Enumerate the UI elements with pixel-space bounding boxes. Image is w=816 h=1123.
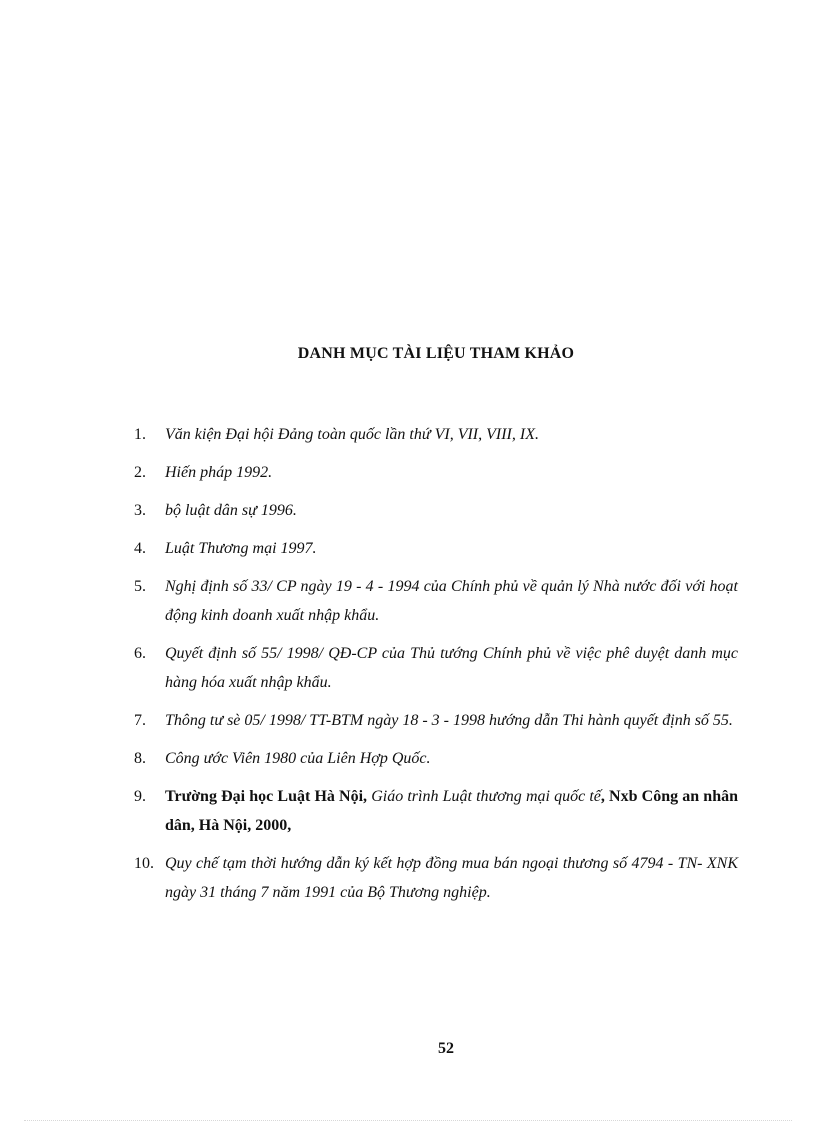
reference-number: 10. — [134, 855, 154, 872]
reference-author: Trường Đại học Luật Hà Nội, — [165, 788, 368, 805]
reference-text: Luật Thương mại 1997. — [165, 540, 317, 557]
reference-item — [134, 849, 738, 907]
page-title: DANH MỤC TÀI LIỆU THAM KHẢO — [297, 345, 575, 362]
page-number: 52 — [438, 1040, 454, 1057]
reference-item — [134, 572, 738, 630]
reference-text: Hiến pháp 1992. — [165, 464, 273, 481]
page-bottom-divider — [24, 1120, 792, 1121]
reference-text: bộ luật dân sự 1996. — [165, 502, 297, 519]
reference-list — [134, 420, 738, 916]
reference-number: 1. — [134, 426, 146, 443]
reference-text: Quyết định số 55/ 1998/ QĐ-CP của Thủ tướng Chính phủ về việc phê duyệt danh mục hàng hóa xuất nhập khẩu. — [165, 645, 738, 691]
reference-text: Quy chế tạm thời hướng dẫn ký kết hợp đồng mua bán ngoại thương số 4794 - TN- XNK ngày 31 tháng 7 năm 1991 của Bộ Thương nghiệp. — [165, 855, 738, 901]
reference-item — [134, 782, 738, 840]
reference-item — [134, 496, 738, 525]
reference-text: Thông tư sè 05/ 1998/ TT-BTM ngày 18 - 3 - 1998 hướng dẫn Thi hành quyết định số 55. — [165, 712, 733, 729]
reference-book-title: Giáo trình Luật thương mại quốc tế — [371, 788, 601, 805]
reference-item — [134, 534, 738, 563]
reference-number: 9. — [134, 788, 146, 805]
reference-number: 2. — [134, 464, 146, 481]
reference-item — [134, 458, 738, 487]
reference-item — [134, 744, 738, 773]
reference-text: Nghị định số 33/ CP ngày 19 - 4 - 1994 của Chính phủ về quản lý Nhà nước đối với hoạt động kinh doanh xuất nhập khẩu. — [165, 578, 738, 624]
reference-number: 4. — [134, 540, 146, 557]
reference-number: 8. — [134, 750, 146, 767]
reference-number: 7. — [134, 712, 146, 729]
reference-number: 6. — [134, 645, 146, 662]
reference-text: Văn kiện Đại hội Đảng toàn quốc lần thứ VI, VII, VIII, IX. — [165, 426, 539, 443]
reference-item — [134, 420, 738, 449]
reference-text: Công ước Viên 1980 của Liên Hợp Quốc. — [165, 750, 431, 767]
reference-publisher: , Nxb Công an nhân dân, Hà Nội, 2000, — [165, 788, 738, 834]
reference-item — [134, 706, 738, 735]
reference-number: 5. — [134, 578, 146, 595]
reference-item — [134, 639, 738, 697]
reference-number: 3. — [134, 502, 146, 519]
